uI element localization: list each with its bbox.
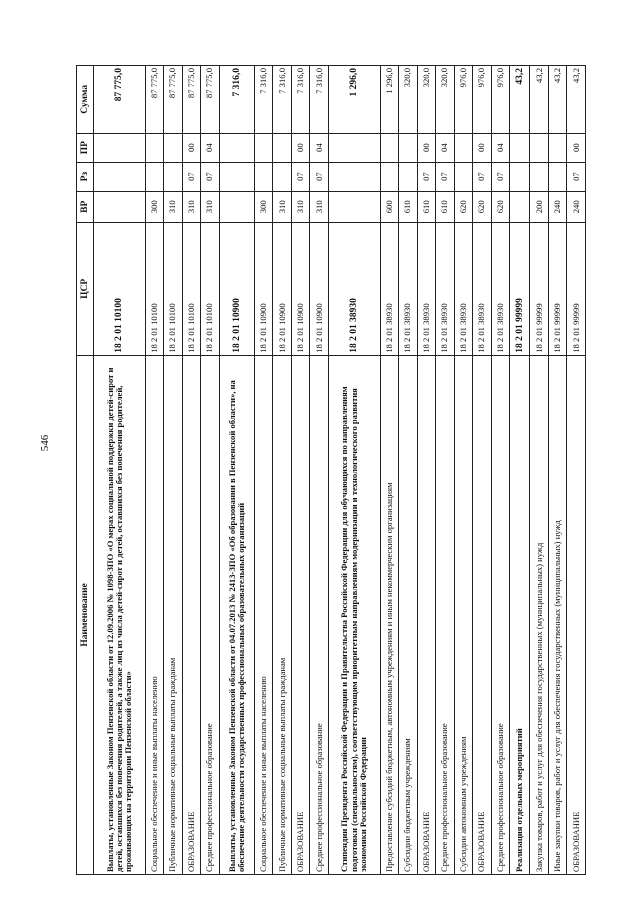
row-pr-cell: 04 xyxy=(491,133,509,162)
row-vr-cell: 310 xyxy=(273,191,291,222)
row-vr-cell: 620 xyxy=(454,191,472,222)
header-name: Наименование xyxy=(77,355,94,874)
row-pr-cell: 00 xyxy=(417,133,435,162)
table-row xyxy=(567,66,586,875)
table-row xyxy=(182,66,200,875)
row-rz-cell xyxy=(145,162,163,191)
row-vr-cell: 310 xyxy=(182,191,200,222)
table-row xyxy=(145,66,163,875)
row-vr-cell xyxy=(328,191,380,222)
row-pr-cell xyxy=(164,133,182,162)
row-name-cell: Иные закупки товаров, работ и услуг для обеспечения государственных (муниципальных) нужд xyxy=(548,355,566,874)
row-sum-cell: 43,2 xyxy=(567,66,586,134)
row-pr-cell xyxy=(145,133,163,162)
row-rz-cell xyxy=(328,162,380,191)
row-pr-cell: 04 xyxy=(201,133,219,162)
row-sum-cell: 976,0 xyxy=(491,66,509,134)
row-vr-cell: 310 xyxy=(310,191,328,222)
row-rz-cell: 07 xyxy=(310,162,328,191)
row-rz-cell xyxy=(380,162,398,191)
row-code-cell: 18 2 01 10100 xyxy=(94,222,146,355)
row-rz-cell: 07 xyxy=(182,162,200,191)
row-name-cell: Субсидии бюджетным учреждениям xyxy=(399,355,417,874)
row-pr-cell xyxy=(548,133,566,162)
row-vr-cell: 610 xyxy=(417,191,435,222)
row-rz-cell: 07 xyxy=(567,162,586,191)
header-pr: ПР xyxy=(77,133,94,162)
row-name-cell: Среднее профессиональное образование xyxy=(201,355,219,874)
row-name-cell: Закупка товаров, работ и услуг для обеспечения государственных (муниципальных) нужд xyxy=(530,355,548,874)
header-rz: Рз xyxy=(77,162,94,191)
row-name-cell: Реализация отдельных мероприятий xyxy=(510,355,530,874)
table-row xyxy=(436,66,454,875)
row-sum-cell: 320,0 xyxy=(417,66,435,134)
row-code-cell: 18 2 01 38930 xyxy=(328,222,380,355)
table-row xyxy=(291,66,309,875)
row-code-cell: 18 2 01 10900 xyxy=(310,222,328,355)
row-vr-cell xyxy=(219,191,254,222)
row-vr-cell: 240 xyxy=(548,191,566,222)
row-sum-cell: 43,2 xyxy=(530,66,548,134)
row-name-cell: Среднее профессиональное образование xyxy=(436,355,454,874)
row-code-cell: 18 2 01 10100 xyxy=(145,222,163,355)
table-body xyxy=(94,66,586,875)
row-name-cell: Выплаты, установленные Законом Пензенской области от 12.09.2006 № 1098-ЗПО «О мерах социальной поддержки детей-сирот и детей, оставшихся без попечения родителей, а также лиц из числа детей-сирот и детей, оставшихся без попечения родителей, проживающих на территории Пензенской области» xyxy=(94,355,146,874)
table-row xyxy=(328,66,380,875)
table-row xyxy=(491,66,509,875)
row-sum-cell: 87 775,0 xyxy=(145,66,163,134)
row-name-cell: Среднее профессиональное образование xyxy=(310,355,328,874)
row-name-cell: Стипендии Президента Российской Федерации и Правительства Российской Федерации для обучающихся по направлениям подготовки (специальностям), соответствующим приоритетным направлениям модернизации и технологического развития экономики Российской Федерации xyxy=(328,355,380,874)
row-rz-cell xyxy=(164,162,182,191)
row-sum-cell: 87 775,0 xyxy=(164,66,182,134)
table-row xyxy=(454,66,472,875)
row-name-cell: ОБРАЗОВАНИЕ xyxy=(567,355,586,874)
row-sum-cell: 43,2 xyxy=(548,66,566,134)
row-code-cell: 18 2 01 38930 xyxy=(491,222,509,355)
row-code-cell: 18 2 01 10100 xyxy=(164,222,182,355)
row-name-cell: Выплаты, установленные Законом Пензенской области от 04.07.2013 № 2413-ЗПО «Об образовании в Пензенской области», на обеспечение деятельности государственных профессиональных образовательных организаций xyxy=(219,355,254,874)
table-row xyxy=(510,66,530,875)
row-name-cell: ОБРАЗОВАНИЕ xyxy=(417,355,435,874)
row-sum-cell: 87 775,0 xyxy=(182,66,200,134)
row-sum-cell: 7 316,0 xyxy=(273,66,291,134)
table-header-row xyxy=(77,66,94,875)
row-rz-cell xyxy=(548,162,566,191)
row-vr-cell: 610 xyxy=(399,191,417,222)
row-name-cell: ОБРАЗОВАНИЕ xyxy=(182,355,200,874)
row-vr-cell: 610 xyxy=(436,191,454,222)
row-code-cell: 18 2 01 38930 xyxy=(380,222,398,355)
row-code-cell: 18 2 01 99999 xyxy=(567,222,586,355)
row-code-cell: 18 2 01 10900 xyxy=(291,222,309,355)
row-name-cell: Субсидии автономным учреждениям xyxy=(454,355,472,874)
row-name-cell: ОБРАЗОВАНИЕ xyxy=(473,355,491,874)
row-code-cell: 18 2 01 38930 xyxy=(417,222,435,355)
row-rz-cell: 07 xyxy=(201,162,219,191)
row-vr-cell: 620 xyxy=(491,191,509,222)
header-vr: ВР xyxy=(77,191,94,222)
row-sum-cell: 7 316,0 xyxy=(310,66,328,134)
row-vr-cell: 620 xyxy=(473,191,491,222)
header-sum: Сумма xyxy=(77,66,94,134)
row-sum-cell: 320,0 xyxy=(399,66,417,134)
row-vr-cell: 300 xyxy=(254,191,272,222)
row-name-cell: Публичные нормативные социальные выплаты гражданам xyxy=(164,355,182,874)
row-code-cell: 18 2 01 10900 xyxy=(254,222,272,355)
row-code-cell: 18 2 01 10900 xyxy=(273,222,291,355)
row-name-cell: Публичные нормативные социальные выплаты гражданам xyxy=(273,355,291,874)
row-sum-cell: 976,0 xyxy=(454,66,472,134)
row-name-cell: Среднее профессиональное образование xyxy=(491,355,509,874)
row-sum-cell: 1 296,0 xyxy=(328,66,380,134)
row-rz-cell xyxy=(254,162,272,191)
row-rz-cell xyxy=(273,162,291,191)
row-pr-cell xyxy=(273,133,291,162)
row-sum-cell: 976,0 xyxy=(473,66,491,134)
row-sum-cell: 87 775,0 xyxy=(94,66,146,134)
budget-table xyxy=(76,65,586,875)
row-code-cell: 18 2 01 38930 xyxy=(473,222,491,355)
table-row xyxy=(380,66,398,875)
row-pr-cell xyxy=(254,133,272,162)
table-row xyxy=(548,66,566,875)
row-rz-cell: 07 xyxy=(417,162,435,191)
table-row xyxy=(164,66,182,875)
row-rz-cell xyxy=(94,162,146,191)
row-pr-cell xyxy=(219,133,254,162)
row-rz-cell xyxy=(454,162,472,191)
row-vr-cell: 310 xyxy=(291,191,309,222)
row-name-cell: Предоставление субсидий бюджетным, автономным учреждениям и иным некоммерческим организациям xyxy=(380,355,398,874)
row-sum-cell: 87 775,0 xyxy=(201,66,219,134)
row-sum-cell: 320,0 xyxy=(436,66,454,134)
row-pr-cell xyxy=(328,133,380,162)
row-rz-cell xyxy=(510,162,530,191)
table-row xyxy=(473,66,491,875)
row-vr-cell: 310 xyxy=(201,191,219,222)
table-row xyxy=(273,66,291,875)
table-row xyxy=(399,66,417,875)
row-rz-cell: 07 xyxy=(436,162,454,191)
row-pr-cell xyxy=(530,133,548,162)
row-code-cell: 18 2 01 99999 xyxy=(530,222,548,355)
row-rz-cell: 07 xyxy=(491,162,509,191)
row-vr-cell: 300 xyxy=(145,191,163,222)
row-pr-cell: 04 xyxy=(310,133,328,162)
row-name-cell: Социальное обеспечение и иные выплаты населению xyxy=(254,355,272,874)
row-vr-cell: 600 xyxy=(380,191,398,222)
row-sum-cell: 43,2 xyxy=(510,66,530,134)
row-code-cell: 18 2 01 10100 xyxy=(182,222,200,355)
table-row xyxy=(94,66,146,875)
row-rz-cell xyxy=(399,162,417,191)
row-pr-cell: 00 xyxy=(291,133,309,162)
header-code: ЦСР xyxy=(77,222,94,355)
row-rz-cell xyxy=(530,162,548,191)
row-sum-cell: 7 316,0 xyxy=(291,66,309,134)
row-pr-cell: 00 xyxy=(182,133,200,162)
row-rz-cell: 07 xyxy=(291,162,309,191)
row-vr-cell xyxy=(94,191,146,222)
row-code-cell: 18 2 01 38930 xyxy=(436,222,454,355)
row-vr-cell: 310 xyxy=(164,191,182,222)
row-code-cell: 18 2 01 10900 xyxy=(219,222,254,355)
row-code-cell: 18 2 01 38930 xyxy=(399,222,417,355)
row-sum-cell: 1 296,0 xyxy=(380,66,398,134)
row-pr-cell xyxy=(380,133,398,162)
row-rz-cell: 07 xyxy=(473,162,491,191)
row-pr-cell xyxy=(454,133,472,162)
row-pr-cell xyxy=(399,133,417,162)
table-row xyxy=(417,66,435,875)
row-vr-cell: 200 xyxy=(530,191,548,222)
row-vr-cell: 240 xyxy=(567,191,586,222)
row-code-cell: 18 2 01 99999 xyxy=(548,222,566,355)
row-sum-cell: 7 316,0 xyxy=(254,66,272,134)
row-code-cell: 18 2 01 99999 xyxy=(510,222,530,355)
row-rz-cell xyxy=(219,162,254,191)
table-row xyxy=(219,66,254,875)
row-pr-cell: 00 xyxy=(473,133,491,162)
row-code-cell: 18 2 01 10100 xyxy=(201,222,219,355)
row-sum-cell: 7 316,0 xyxy=(219,66,254,134)
row-name-cell: Социальное обеспечение и иные выплаты населению xyxy=(145,355,163,874)
table-row xyxy=(201,66,219,875)
row-vr-cell xyxy=(510,191,530,222)
table-row xyxy=(254,66,272,875)
row-pr-cell xyxy=(94,133,146,162)
row-name-cell: ОБРАЗОВАНИЕ xyxy=(291,355,309,874)
rotated-table-wrapper xyxy=(76,65,586,875)
row-code-cell: 18 2 01 38930 xyxy=(454,222,472,355)
row-pr-cell xyxy=(510,133,530,162)
page-number: 546 xyxy=(39,434,51,452)
table-row xyxy=(530,66,548,875)
row-pr-cell: 00 xyxy=(567,133,586,162)
row-pr-cell: 04 xyxy=(436,133,454,162)
table-row xyxy=(310,66,328,875)
